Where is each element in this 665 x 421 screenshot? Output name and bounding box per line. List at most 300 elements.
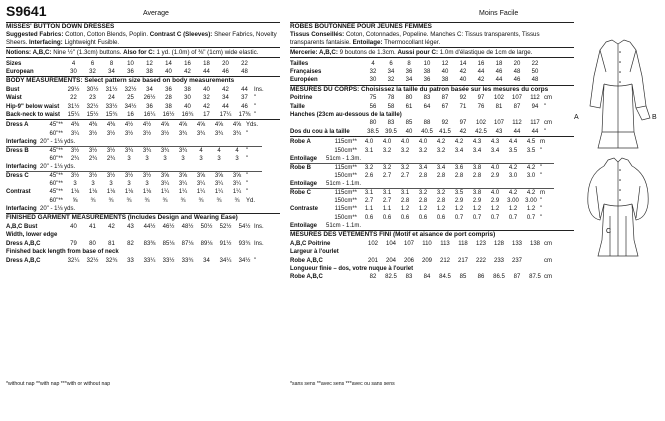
table-cell: 4⅝ (232, 122, 242, 129)
table-cell: 3 (109, 181, 113, 188)
table-cell: ¾ (180, 197, 186, 204)
table-cell: 94 (531, 103, 539, 110)
table-cell: 4½ (142, 122, 152, 129)
table-cell: 4.0 (418, 139, 428, 146)
table-cell: 3.2 (414, 188, 432, 196)
finished-measurements-table (6, 223, 268, 265)
yardage-table-fr (290, 138, 554, 230)
table-cell: ¾ (216, 197, 222, 204)
table-cell: 44 (477, 68, 485, 75)
fabric-width: 115cm** (334, 206, 357, 213)
table-cell: 4⅝ (196, 122, 206, 129)
table-cell: 41 (89, 224, 96, 231)
table-cell: 4⅜ (106, 122, 116, 129)
table-cell: 138 (529, 240, 540, 247)
row-label: Sizes (6, 60, 22, 67)
row-label: Poitrine (290, 95, 313, 102)
table-cell: 118 (458, 240, 468, 247)
table-cell: 2¾ (106, 155, 116, 162)
table-cell: 4.5 (526, 139, 536, 146)
table-cell: 75 (369, 95, 377, 102)
table-cell: 22 (70, 95, 77, 102)
table-cell: 3.2 (360, 163, 378, 171)
table-cell: 67 (441, 103, 449, 110)
row-label: Entoilage (290, 155, 318, 162)
unit: " (246, 146, 262, 154)
table-cell: 92 (459, 95, 467, 102)
table-cell: 3.00 (507, 197, 519, 204)
table-cell: 3 (199, 155, 203, 162)
table-cell: 1.2 (490, 206, 500, 213)
fabric-width: 115cm** (326, 188, 360, 196)
table-cell: 4.0 (382, 139, 392, 146)
table-cell: 36 (405, 68, 413, 75)
french-finished (290, 230, 574, 281)
table-cell: 0.6 (382, 214, 392, 221)
table-cell: 40 (459, 77, 467, 84)
table-cell: 97 (459, 120, 467, 127)
table-cell: 237 (511, 257, 522, 264)
table-cell: 0.6 (400, 214, 410, 221)
table-cell: 86 (477, 274, 485, 281)
unit: " (246, 155, 249, 162)
table-cell: 3.5 (526, 147, 536, 154)
table-cell: 6 (389, 60, 393, 67)
table-cell: 3.4 (414, 163, 432, 171)
table-cell: 3⅝ (210, 172, 228, 180)
table-cell: 24 (108, 95, 115, 102)
table-cell: 117 (530, 120, 540, 127)
table-cell: 3¾ (156, 146, 174, 154)
table-cell: 56 (369, 103, 377, 110)
table-cell: 104 (385, 240, 396, 247)
table-cell: 3½ (66, 172, 84, 180)
table-row (290, 205, 554, 213)
difficulty-label: Average (143, 10, 169, 17)
row-label: Width, lower edge (6, 232, 58, 239)
footnote-en: *without nap **with nap ***with or without nap (6, 381, 111, 387)
interfacing-text-fr: Thermocollant léger. (382, 39, 441, 47)
dress-c-buttons (619, 169, 621, 201)
table-cell: ¾ (234, 197, 240, 204)
table-cell: 3.0 (508, 172, 518, 179)
table-cell: 112 (530, 95, 540, 102)
table-cell: 46 (222, 68, 229, 75)
unit: cm (544, 257, 552, 264)
table-cell: 3.2 (432, 188, 450, 196)
table-cell: 81 (495, 103, 503, 110)
table-cell: ¾ (108, 197, 114, 204)
table-cell: 50½ (200, 224, 213, 231)
table-cell: 46½ (162, 224, 175, 231)
table-cell: 41.5 (439, 128, 451, 135)
table-row (290, 240, 564, 248)
table-cell: 3.4 (454, 147, 464, 154)
fabric-width: 20" - 1⅛ yds. (40, 164, 76, 171)
table-row (6, 68, 268, 76)
fabric-width: 45"** (40, 172, 66, 180)
pattern-number: S9641 (6, 3, 47, 19)
table-cell: 80 (369, 120, 377, 127)
fabric-width: 115cm** (334, 139, 357, 146)
table-cell: 83⅜ (143, 240, 156, 247)
table-cell: 87 (441, 95, 449, 102)
table-cell: 92 (441, 120, 449, 127)
row-label: Dress C (6, 172, 40, 180)
contrast-heading: Contrast C (Sleeves): (149, 31, 213, 39)
table-cell: 18 (495, 60, 503, 67)
table-cell: 3½ (84, 146, 102, 154)
table-cell: 4½ (124, 122, 134, 129)
table-cell: 33¾ (181, 257, 194, 264)
unit (544, 76, 564, 84)
french-header (290, 0, 574, 22)
unit: " (540, 163, 554, 171)
table-cell: 4⅜ (70, 122, 80, 129)
table-cell: 34 (405, 77, 413, 84)
table-cell: 40 (70, 224, 77, 231)
english-column (6, 0, 280, 265)
table-cell: 82 (127, 240, 134, 247)
interfacing-text: Lightweight Fusible. (62, 39, 120, 47)
table-cell: 33¼ (143, 257, 156, 264)
table-cell: 12 (146, 60, 153, 67)
table-cell: 83 (387, 120, 395, 127)
row-label: Robe A (290, 139, 311, 146)
fabric-width: 60"** (49, 155, 63, 162)
table-cell: 1.2 (526, 206, 536, 213)
table-row (6, 146, 262, 154)
table-cell: 25 (127, 95, 134, 102)
table-cell: 46 (495, 68, 503, 75)
finished-measurements-table-fr (290, 240, 564, 282)
fabric-width: 20" - 1⅛ yds. (40, 138, 76, 145)
table-cell: 15¼ (67, 111, 80, 118)
table-row (6, 121, 262, 129)
table-cell: 3¼ (196, 181, 206, 188)
table-row (6, 248, 268, 256)
row-label: Dress A,B,C (6, 257, 41, 264)
table-cell: 12 (441, 60, 449, 67)
table-cell: 87⅛ (181, 240, 194, 247)
table-row (6, 102, 268, 110)
table-cell: 3.4 (432, 163, 450, 171)
table-cell: 6 (90, 60, 95, 67)
table-cell: 4.3 (490, 139, 500, 146)
fabrics-text: Cotton, Cotton Blends, Poplin. (63, 31, 150, 39)
fabric-width: 60"** (49, 130, 63, 137)
table-cell: 107 (403, 240, 414, 247)
table-cell: 46 (241, 103, 248, 110)
table-cell: 46 (513, 77, 521, 84)
table-cell: 22 (241, 60, 248, 67)
row-label: Entoilage (290, 180, 318, 187)
table-cell: 83 (423, 95, 431, 102)
table-cell: 3½ (84, 172, 102, 180)
english-header (6, 0, 280, 22)
row-label (290, 119, 364, 127)
unit: Ins. (254, 240, 264, 247)
table-cell: 88 (423, 120, 431, 127)
unit: m (540, 139, 545, 146)
table-cell: 4⅝ (178, 122, 188, 129)
table-row (290, 76, 564, 84)
row-label: Hip-9" below waist (6, 103, 60, 110)
row-label: Tailles (290, 60, 309, 67)
table-cell: 3½ (124, 130, 134, 137)
table-cell: 44 (203, 68, 210, 75)
unit (254, 59, 268, 67)
contrast-text: Sheer Fabrics, Novelty Sheers. (6, 31, 277, 47)
table-cell: 42 (477, 77, 485, 84)
french-yardage (290, 136, 574, 230)
table-cell: 4.0 (486, 163, 504, 171)
row-label: Hanches (23cm au-dessous de la taille) (290, 111, 402, 118)
table-cell: ¾ (144, 197, 150, 204)
fabrics-heading: Suggested Fabrics: (6, 31, 64, 39)
dress-ab-drawing (590, 40, 650, 148)
table-cell: 85 (405, 120, 413, 127)
table-cell: 3⅝ (228, 172, 246, 180)
row-label (290, 213, 326, 221)
table-cell: 1.2 (436, 206, 446, 213)
row-label (6, 180, 40, 188)
table-cell: 43 (495, 128, 503, 135)
table-cell: 1.2 (508, 206, 518, 213)
english-finished (6, 213, 280, 264)
table-cell: 3 (145, 181, 149, 188)
table-cell: 128 (493, 240, 504, 247)
table-cell: 3¾ (120, 146, 138, 154)
table-row (290, 273, 564, 281)
row-label: Robe B (290, 163, 326, 171)
suggested-fabrics (6, 31, 280, 47)
unit: " (254, 95, 257, 102)
table-cell: 30 (184, 95, 191, 102)
table-cell: 28 (165, 95, 172, 102)
table-cell: 36 (423, 77, 431, 84)
table-cell: 212 (439, 257, 450, 264)
table-cell: 2.8 (454, 172, 464, 179)
table-cell: 3½ (66, 146, 84, 154)
table-cell: 1.2 (454, 206, 464, 213)
table-cell: 85⅛ (162, 240, 175, 247)
table-cell: 30 (369, 77, 377, 84)
table-cell: 0.7 (490, 214, 500, 221)
row-label: Dress A (6, 122, 29, 129)
footnote-fr: *sans sens **avec sens ***avec ou sans sens (290, 381, 395, 387)
table-cell: 1⅛ (106, 189, 116, 196)
table-cell: 40.5 (421, 128, 433, 135)
table-cell: 3.8 (468, 163, 486, 171)
garment-title-fr: ROBES BOUTONNÉE POUR JEUNES FEMMES (290, 23, 432, 30)
table-cell: 3 (73, 181, 77, 188)
table-cell: 3½ (142, 130, 152, 137)
table-cell: 61 (405, 103, 413, 110)
row-label: Finished back length from base of neck (6, 249, 119, 256)
table-cell: 52½ (219, 224, 232, 231)
table-row (290, 180, 554, 188)
garment-line-drawings (576, 36, 660, 266)
table-cell: 102 (475, 120, 486, 127)
table-cell: 40 (203, 86, 210, 93)
table-cell: 78 (387, 95, 395, 102)
unit: " (246, 181, 249, 188)
table-cell: 0.6 (418, 214, 428, 221)
unit (254, 68, 268, 76)
table-cell: 42 (108, 224, 115, 231)
table-cell: 1¼ (196, 189, 206, 196)
table-cell: 16½ (162, 111, 175, 118)
table-cell: 3¼ (160, 181, 170, 188)
table-cell: 0.7 (472, 214, 482, 221)
table-cell (526, 256, 544, 264)
table-cell: 44 (513, 128, 521, 135)
table-cell: 3.1 (360, 188, 378, 196)
table-cell: 86.5 (493, 274, 505, 281)
table-cell: 16¼ (143, 111, 156, 118)
row-label (6, 197, 40, 205)
table-cell: 107 (511, 95, 522, 102)
table-cell: 31½ (105, 86, 118, 93)
table-row (6, 59, 268, 67)
unit: " (254, 103, 257, 110)
unit: " (246, 189, 249, 196)
english-notions (6, 47, 280, 57)
table-cell: 18 (203, 60, 210, 67)
fabric-width: 20" - 1⅛ yds. (40, 206, 76, 213)
table-cell: 15½ (86, 111, 99, 118)
table-cell: 38 (165, 103, 172, 110)
table-row (290, 248, 564, 256)
row-label: Dress B (6, 146, 40, 154)
table-cell: 3.4 (472, 147, 482, 154)
table-cell: 93¾ (238, 240, 251, 247)
table-cell: 112 (512, 120, 522, 127)
table-cell: 204 (385, 257, 396, 264)
notions-fr (290, 49, 574, 57)
table-cell: 3.2 (396, 163, 414, 171)
table-cell: 2.7 (364, 197, 374, 204)
table-cell: 34¼ (219, 257, 232, 264)
unit: cm (544, 274, 552, 281)
table-row (290, 265, 564, 273)
table-row (6, 138, 262, 146)
interfacing-heading-fr: Entoilage: (352, 39, 383, 47)
table-cell: 0.7 (508, 214, 518, 221)
english-body-measurements (6, 76, 280, 119)
table-cell: 32½ (86, 257, 99, 264)
table-cell: 79 (70, 240, 77, 247)
table-cell: 26½ (143, 95, 156, 102)
table-cell: 14 (165, 60, 172, 67)
sizes-table-fr (290, 59, 564, 84)
unit: cm (544, 240, 552, 247)
table-cell: 3.2 (418, 147, 428, 154)
table-cell: 2¾ (88, 155, 98, 162)
table-cell: 4.2 (522, 188, 540, 196)
row-label: Robe C (290, 188, 326, 196)
dress-ab-buttons (619, 51, 621, 83)
table-cell: 3½ (138, 172, 156, 180)
table-row (6, 94, 268, 102)
row-label: A,B,C Poitrine (290, 240, 331, 247)
unit: Ins. (254, 224, 264, 231)
unit: Yd. (246, 197, 256, 204)
table-cell: 2.9 (490, 197, 500, 204)
table-cell: 48 (241, 68, 248, 75)
table-cell: 217 (457, 257, 468, 264)
table-row (290, 146, 554, 154)
table-cell: 42.5 (475, 128, 487, 135)
table-cell: ¾ (162, 197, 168, 204)
table-cell: 17¼ (219, 111, 232, 118)
table-cell: 3.2 (378, 163, 396, 171)
notions-text: Nine ½" (1.3cm) buttons. (51, 49, 124, 57)
table-cell: 3⅝ (156, 172, 174, 180)
french-column (290, 0, 574, 282)
table-row (290, 256, 564, 264)
table-cell: ¾ (90, 197, 96, 204)
table-row (290, 128, 564, 136)
table-cell: 1⅛ (124, 189, 134, 196)
table-cell: 3¼ (232, 181, 242, 188)
unit: " (540, 206, 543, 213)
table-row (6, 172, 262, 180)
table-cell: 222 (475, 257, 486, 264)
table-cell: 33½ (105, 103, 118, 110)
table-cell: 10 (423, 60, 431, 67)
table-cell: 3.1 (378, 188, 396, 196)
table-cell: 3¼ (70, 130, 80, 137)
french-notions (290, 47, 574, 57)
table-cell: 32¼ (67, 257, 80, 264)
unit (544, 59, 564, 67)
table-row (290, 119, 564, 127)
unit: " (246, 172, 262, 180)
table-cell: 16¾ (181, 111, 194, 118)
fabrics-heading-fr: Tissus Conseillés: (290, 31, 345, 39)
table-row (290, 188, 554, 196)
table-cell: 85 (459, 274, 467, 281)
table-cell: 82 (369, 274, 377, 281)
table-cell: 3¼ (178, 181, 188, 188)
table-cell: 4.0 (486, 188, 504, 196)
table-cell: 3⅝ (192, 172, 210, 180)
table-cell: 42 (222, 86, 229, 93)
row-label: A,B,C Bust (6, 224, 38, 231)
table-cell: 22 (531, 60, 539, 67)
table-row (6, 240, 268, 248)
view-label-c: C (606, 228, 612, 235)
table-cell: 20 (513, 60, 521, 67)
table-cell: 44 (222, 103, 229, 110)
row-label: Interfacing (6, 206, 37, 213)
table-cell: 133 (511, 240, 522, 247)
table-cell: 80 (89, 240, 96, 247)
unit: " (540, 147, 543, 154)
table-row (6, 256, 268, 264)
fabric-width: 51cm - 1.3m. (326, 155, 362, 162)
table-row (290, 172, 554, 180)
table-cell: 32¾ (105, 257, 118, 264)
english-sizes (6, 57, 280, 76)
unit: " (544, 128, 547, 135)
table-cell: 17 (203, 111, 210, 118)
table-cell: 4.2 (504, 163, 522, 171)
table-cell: 82.5 (385, 274, 397, 281)
table-cell: 4 (228, 146, 246, 154)
